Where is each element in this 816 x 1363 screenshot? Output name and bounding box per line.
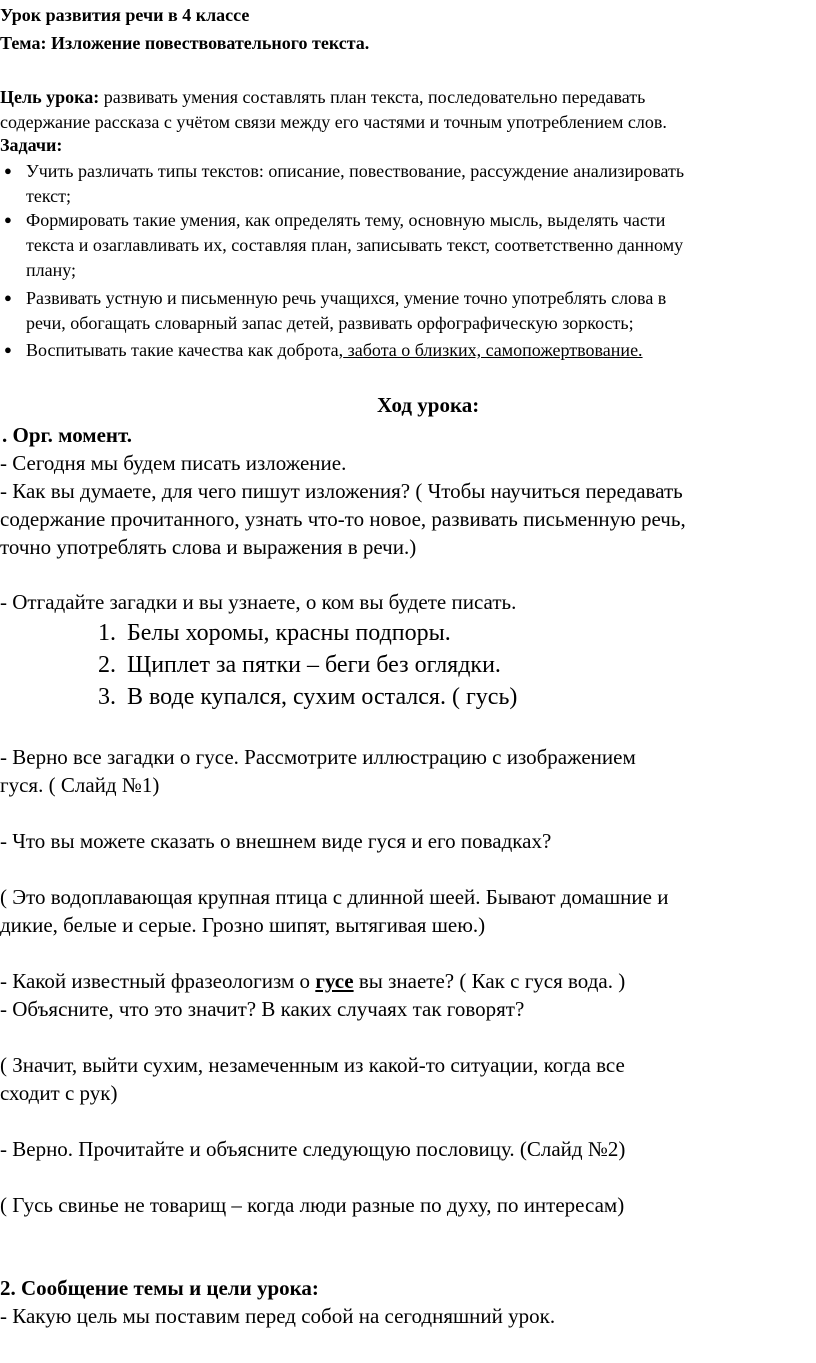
riddle-number: 3. [98, 684, 116, 710]
goal-label: Цель урока: [0, 87, 100, 107]
lesson-topic: Тема: Изложение повествовательного текста. [0, 33, 370, 53]
bullet-icon: ● [4, 342, 12, 357]
task-3-line-1: Развивать устную и письменную речь учащихся, умение точно употреблять слова в [26, 288, 667, 308]
riddle-text: Белы хоромы, красны подпоры. [127, 620, 451, 646]
text-line [0, 968, 625, 995]
goal-text-1: развивать умения составлять план текста, последовательно передавать [103, 87, 646, 107]
text-line: - Верно все загадки о гусе. Рассмотрите иллюстрацию с изображением [0, 745, 636, 769]
lesson-title: Урок развития речи в 4 классе [0, 5, 250, 25]
text-line: гуся. ( Слайд №1) [0, 773, 160, 797]
task-2-line-1: Формировать такие умения, как определять тему, основную мысль, выделять части [26, 210, 666, 230]
task-4-underlined: забота о близких, самопожертвование. [343, 340, 643, 360]
task-4-text: Воспитывать такие качества как доброта, [26, 340, 344, 360]
tasks-label: Задачи: [0, 135, 63, 155]
task-1-line-2: текст; [26, 186, 72, 206]
text-line: - Отгадайте загадки и вы узнаете, о ком вы будете писать. [0, 590, 517, 614]
text-segment: - Какой известный фразеологизм о [0, 969, 316, 993]
task-3-line-2: речи, обогащать словарный запас детей, развивать орфографическую зоркость; [26, 313, 634, 333]
text-segment: вы знаете? ( Как с гуся вода. ) [353, 969, 626, 993]
text-line: - Какую цель мы поставим перед собой на сегодняшний урок. [0, 1304, 556, 1328]
goal-line-2: содержание рассказа с учётом связи между его частями и точным употреблением слов. [0, 112, 667, 132]
task-4-line-1 [26, 339, 643, 361]
goal-line-1 [0, 86, 645, 108]
riddle-number: 2. [98, 652, 116, 678]
bullet-icon: ● [4, 290, 12, 305]
text-line: - Объясните, что это значит? В каких случаях так говорят? [0, 997, 525, 1021]
task-2-line-3: плану; [26, 260, 77, 280]
text-line: - Как вы думаете, для чего пишут изложения? ( Чтобы научиться передавать [0, 479, 683, 503]
text-line: - Верно. Прочитайте и объясните следующую пословицу. (Слайд №2) [0, 1137, 626, 1161]
bullet-icon: ● [4, 163, 12, 178]
text-line: дикие, белые и серые. Грозно шипят, вытягивая шею.) [0, 913, 486, 937]
section-2-heading: 2. Сообщение темы и цели урока: [0, 1276, 319, 1300]
bullet-icon: ● [4, 212, 12, 227]
text-line: ( Значит, выйти сухим, незамеченным из какой-то ситуации, когда все [0, 1053, 625, 1077]
emphasized-word: гусе [315, 969, 354, 993]
task-2-line-2: текста и озаглавливать их, составляя план, записывать текст, соответственно данному [26, 235, 684, 255]
text-line: точно употреблять слова и выражения в речи.) [0, 535, 417, 559]
text-line: ( Гусь свинье не товарищ – когда люди разные по духу, по интересам) [0, 1193, 625, 1217]
riddle-number: 1. [98, 620, 116, 646]
section-1-heading: . Орг. момент. [2, 423, 133, 447]
lesson-progress-heading: Ход урока: [377, 393, 480, 417]
text-line: - Что вы можете сказать о внешнем виде гуся и его повадках? [0, 829, 552, 853]
text-line: содержание прочитанного, узнать что-то новое, развивать письменную речь, [0, 507, 686, 531]
text-line: ( Это водоплавающая крупная птица с длинной шеей. Бывают домашние и [0, 885, 669, 909]
text-line: - Сегодня мы будем писать изложение. [0, 451, 347, 475]
riddle-text: Щиплет за пятки – беги без оглядки. [127, 652, 501, 678]
riddle-text: В воде купался, сухим остался. ( гусь) [127, 684, 518, 710]
task-1-line-1: Учить различать типы текстов: описание, повествование, рассуждение анализировать [26, 161, 685, 181]
text-line: сходит с рук) [0, 1081, 118, 1105]
